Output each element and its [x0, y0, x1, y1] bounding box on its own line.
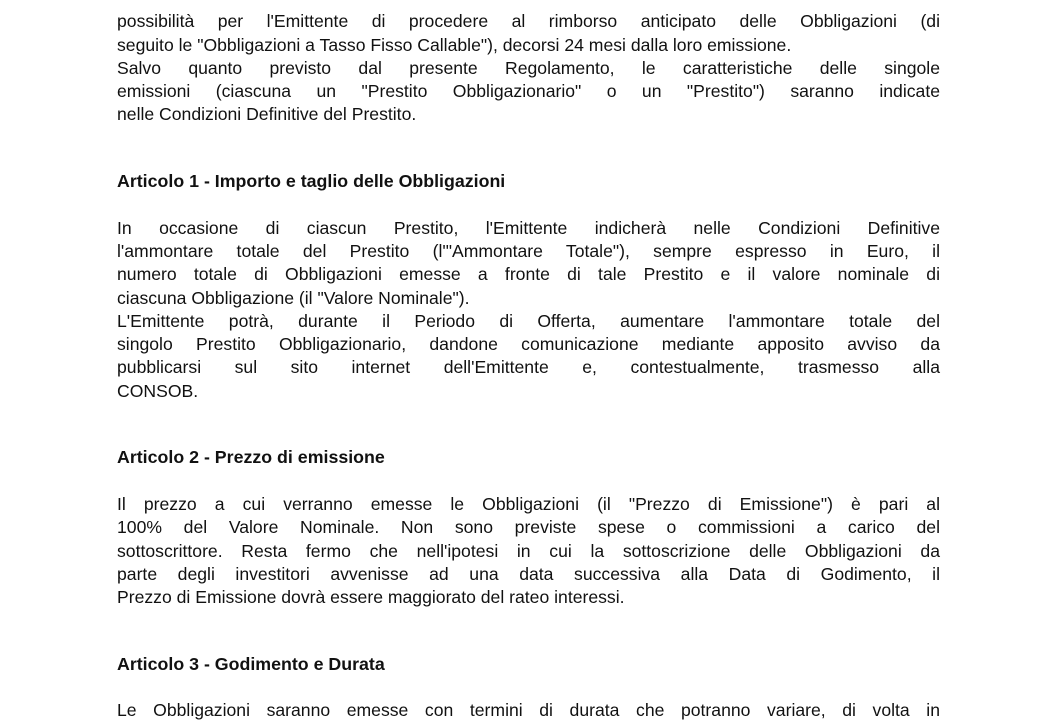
text-line: Salvo quanto previsto dal presente Regolamento, le caratteristiche delle singole: [117, 57, 940, 78]
spacer: [117, 470, 940, 493]
text-line: Le Obbligazioni saranno emesse con termini di durata che potranno variare, di volta in: [117, 700, 940, 721]
intro-paragraph: [117, 0, 940, 127]
spacer: [117, 403, 940, 426]
text-line: Il prezzo a cui verranno emesse le Obbligazioni (il "Prezzo di Emissione") è pari al: [117, 493, 940, 514]
article-3-paragraph-1: [117, 699, 940, 722]
document-body: [117, 0, 940, 723]
spacer: [117, 633, 940, 653]
text-line: possibilità per l'Emittente di procedere al rimborso anticipato delle Obbligazioni (di: [117, 11, 940, 32]
spacer: [117, 609, 940, 632]
spacer: [117, 426, 940, 446]
spacer: [117, 193, 940, 216]
spacer: [117, 676, 940, 699]
text-line: singolo Prestito Obbligazionario, dandone comunicazione mediante apposito avviso da: [117, 334, 940, 355]
text-line: parte degli investitori avvenisse ad una data successiva alla Data di Godimento, il: [117, 563, 940, 584]
article-1-paragraph-1: [117, 217, 940, 310]
text-line: [117, 0, 940, 10]
text-line: 100% del Valore Nominale. Non sono previste spese o commissioni a carico del: [117, 517, 940, 538]
article-2-heading: Articolo 2 - Prezzo di emissione: [117, 447, 385, 468]
spacer: [117, 150, 940, 170]
article-1-paragraph-2: [117, 310, 940, 403]
text-line: numero totale di Obbligazioni emesse a fronte di tale Prestito e il valore nominale di: [117, 264, 940, 285]
article-2-paragraph-1: [117, 493, 940, 609]
text-line: L'Emittente potrà, durante il Periodo di Offerta, aumentare l'ammontare totale del: [117, 310, 940, 331]
text-line: CONSOB.: [117, 380, 199, 401]
text-line: emissioni (ciascuna un "Prestito Obbligazionario" o un "Prestito") saranno indicate: [117, 81, 940, 102]
spacer: [117, 127, 940, 150]
text-line: ciascuna Obbligazione (il "Valore Nominale").: [117, 287, 470, 308]
text-line: seguito le "Obbligazioni a Tasso Fisso Callable"), decorsi 24 mesi dalla loro emissione.: [117, 34, 792, 55]
article-3-heading: Articolo 3 - Godimento e Durata: [117, 653, 385, 674]
text-line: sottoscrittore. Resta fermo che nell'ipotesi in cui la sottoscrizione delle Obbligazioni da: [117, 540, 940, 561]
text-line: In occasione di ciascun Prestito, l'Emittente indicherà nelle Condizioni Definitive: [117, 217, 940, 238]
text-line: Prezzo di Emissione dovrà essere maggiorato del rateo interessi.: [117, 587, 625, 608]
text-line: nelle Condizioni Definitive del Prestito.: [117, 104, 417, 125]
text-line: pubblicarsi sul sito internet dell'Emittente e, contestualmente, trasmesso alla: [117, 357, 940, 378]
article-1-heading: Articolo 1 - Importo e taglio delle Obbligazioni: [117, 171, 506, 192]
text-line: l'ammontare totale del Prestito (l'"Ammontare Totale"), sempre espresso in Euro, il: [117, 240, 940, 261]
